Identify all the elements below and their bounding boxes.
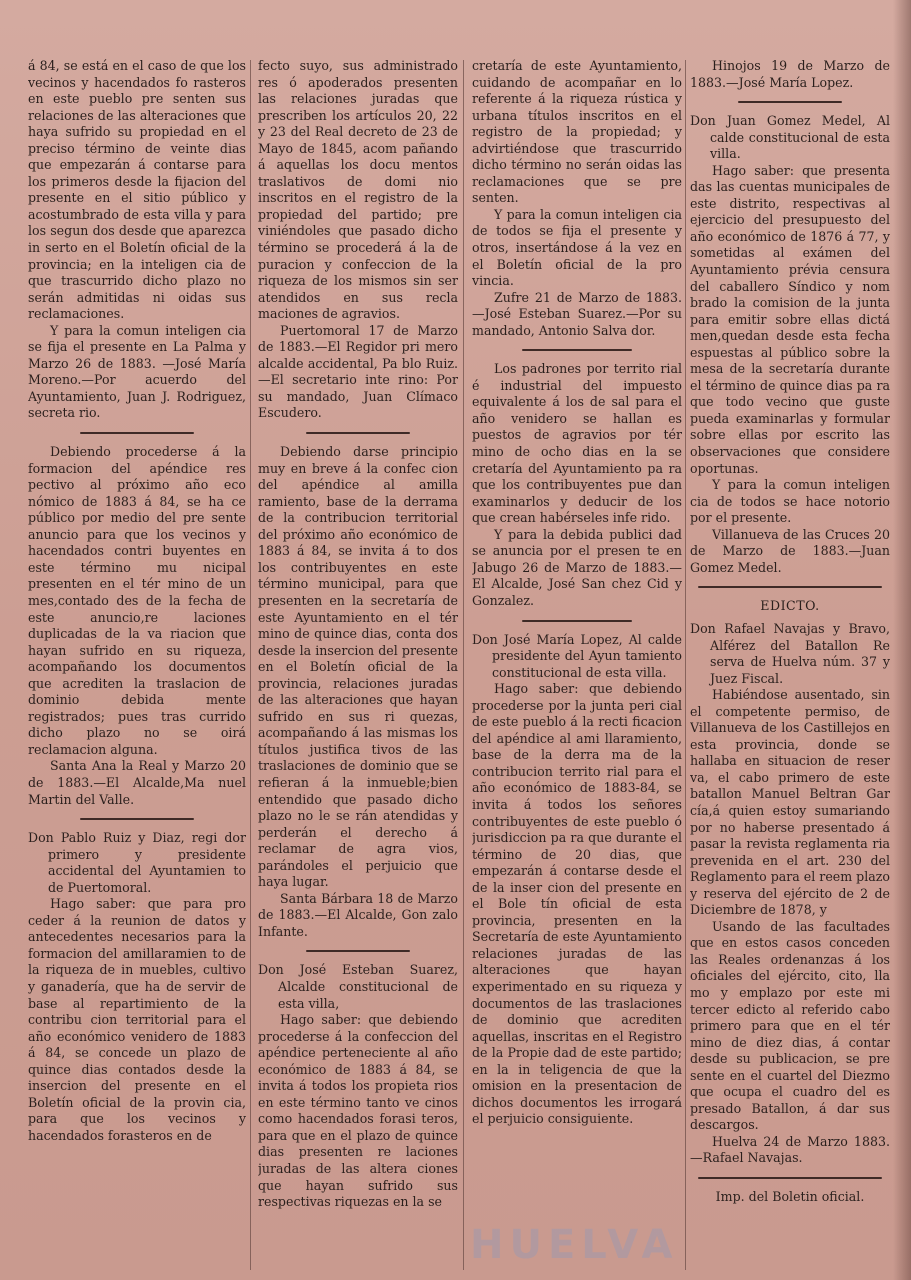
- paragraph: Hago saber: que debiendo procederse por la junta peri cial de este pueblo á la recti ficacion del apéndice al ami llaramiento, base de la derra ma de la contribucion territo rial para el año económico de 1883-84, se invita á todos los señores contribuyentes de este pueblo ó jurisdiccion pa ra que durante el término de 20 dias, que empezarán á contarse desde el de la inser cion del presente en el Bole tín oficial de esta provincia, presenten en la Secretaría de este Ayuntamiento relaciones juradas de las alteraciones que hayan experimentado en su riqueza y documentos de las traslaciones de dominio que acrediten aquellas, inscritas en el Registro de la Propie dad de este partido; en la in teligencia de que la omision en la presentacion de dichos documentos les irrogará el perjuicio consiguiente.: [472, 681, 682, 1127]
- section-rule: [306, 950, 410, 952]
- section-rule: [698, 1177, 882, 1179]
- paragraph: Los padrones por territo rial é industrial del impuesto equivalente á los de sal para el año venidero se hallan es puestos de agravios por tér mino de ocho dias en la se cretaría del Ayuntamiento pa ra que los contribuyentes pue dan examinarlos y deducir de los que crean habérseles infe rido.: [472, 361, 682, 526]
- notice-heading: Don José María Lopez, Al calde presidente del Ayun tamiento constitucional de esta villa.: [472, 631, 682, 680]
- column-2: [258, 58, 458, 1273]
- paragraph: cretaría de este Ayuntamiento, cuidando de acompañar en lo referente á la riqueza rústica y urbana títulos inscritos en el registro de la propiedad; y advirtiéndose que trascurrido dicho término no serán oidas las reclamaciones que se pre senten.: [472, 58, 682, 206]
- section-rule: [522, 620, 631, 622]
- column-divider: [685, 60, 686, 1270]
- signature-paragraph: Puertomoral 17 de Marzo de 1883.—El Regidor pri mero alcalde accidental, Pa blo Ruiz.—El secretario inte rino: Por su mandado, Juan Clímaco Escudero.: [258, 322, 458, 421]
- signature-paragraph: Santa Bárbara 18 de Marzo de 1883.—El Alcalde, Gon zalo Infante.: [258, 890, 458, 939]
- signature-paragraph: Zufre 21 de Marzo de 1883. —José Esteban Suarez.—Por su mandado, Antonio Salva dor.: [472, 289, 682, 338]
- paragraph: Hago saber: que debiendo procederse á la confeccion del apéndice perteneciente al año económico de 1883 á 84, se invita á todos los propieta rios en este término tanto ve cinos como hacendados forasi teros, para que en el plazo de quince dias presenten re laciones juradas de las altera ciones que hayan sufrido sus respectivas riquezas en la se: [258, 1012, 458, 1210]
- section-rule: [80, 432, 193, 434]
- column-divider: [463, 60, 464, 1270]
- paragraph: Debiendo darse principio muy en breve á la confec cion del apéndice al amilla ramiento, base de la derrama de la contribucion territorial del próximo año económico de 1883 á 84, se invita á to dos los contribuyentes en este término municipal, para que presenten en la secretaría de este Ayuntamiento en el tér mino de quince dias, conta dos desde la insercion del presente en el Boletín oficial de la provincia, relaciones juradas de las alteraciones que hayan sufrido en sus ri quezas, acompañando á las mismas los títulos justifica tivos de las traslaciones de dominio que se refieran á la inmueble;bien entendido que pasado dicho plazo no le se rán atendidas y perderán el derecho á reclamar de agra vios, parándoles el perjuicio que haya lugar.: [258, 444, 458, 890]
- watermark-logo: HUELVA: [470, 1222, 679, 1268]
- column-4: [690, 58, 890, 1273]
- edict-heading: EDICTO.: [760, 598, 820, 614]
- section-rule: [698, 586, 882, 588]
- signature-paragraph: Y para la debida publici dad se anuncia por el presen te en Jabugo 26 de Marzo de 1883.—El Alcalde, José San chez Cid y Gonzalez.: [472, 526, 682, 608]
- signature-paragraph: Y para la comun inteligen cia se fija el presente en La Palma y Marzo 26 de 1883. —José María Moreno.—Por acuerdo del Ayuntamiento, Juan J. Rodriguez, secreta rio.: [28, 322, 246, 421]
- section-rule: [80, 818, 193, 820]
- paragraph: Y para la comun inteligen cia de todos se fija el presente y otros, insertándose á la vez en el Boletín oficial de la pro vincia.: [472, 206, 682, 289]
- notice-heading: Don Pablo Ruiz y Diaz, regi dor primero y presidente accidental del Ayuntamien to de Puertomoral.: [28, 830, 246, 895]
- section-rule: [306, 432, 410, 434]
- signature-paragraph: Huelva 24 de Marzo 1883. —Rafael Navajas.: [690, 1133, 890, 1166]
- signature-paragraph: Villanueva de las Cruces 20 de Marzo de 1883.—Juan Gomez Medel.: [690, 526, 890, 575]
- section-rule: [738, 101, 842, 103]
- notice-heading: Don Rafael Navajas y Bravo, Alférez del Batallon Re serva de Huelva núm. 37 y Juez Fiscal.: [690, 620, 890, 686]
- paragraph: Hago saber: que presenta das las cuentas municipales de este distrito, respectivas al ejercicio del presupuesto del año económico de 1876 á 77, y sometidas al exámen del Ayuntamiento prévia censura del caballero Síndico y nom brado la comision de la junta para emitir sobre ellas dictá men,quedan desde esta fecha espuestas al público sobre la mesa de la secretaría durante el término de quince dias pa ra que todo vecino que guste pueda examinarlas y formular sobre ellas por escrito las observaciones que considere oportunas.: [690, 162, 890, 476]
- signature-paragraph: Santa Ana la Real y Marzo 20 de 1883.—El Alcalde,Ma nuel Martin del Valle.: [28, 758, 246, 807]
- printer-imprint: Imp. del Boletin oficial.: [715, 1189, 865, 1204]
- paragraph: Habiéndose ausentado, sin el competente permiso, de Villanueva de los Castillejos en esta provincia, donde se hallaba en situacion de reser va, el cabo primero de este batallon Manuel Beltran Gar cía,á quien estoy sumariando por no haberse presentado á pasar la revista reglamenta ria prevenida en el art. 230 del Reglamento para el reem plazo y reserva del ejército de 2 de Diciembre de 1878, y: [690, 687, 890, 918]
- paragraph: fecto suyo, sus administrado res ó apoderados presenten las relaciones juradas que prescriben los artículos 20, 22 y 23 del Real decreto de 23 de Mayo de 1845, acom pañando á aquellas los docu mentos traslativos de domi nio inscritos en el registro de la propiedad del partido; pre viniéndoles que pasado dicho término se procederá á la de puracion y confeccion de la riqueza de los mismos sin ser atendidos en sus recla maciones de agravios.: [258, 58, 458, 322]
- notice-heading: Don José Esteban Suarez, Alcalde constitucional de esta villa,: [258, 962, 458, 1011]
- paragraph: Y para la comun inteligen cia de todos se hace notorio por el presente.: [690, 477, 890, 526]
- column-divider: [250, 60, 251, 1270]
- section-rule: [522, 349, 631, 351]
- paragraph: Usando de las facultades que en estos casos conceden las Reales ordenanzas á los oficiales del ejército, cito, lla mo y emplazo por este mi tercer edicto al referido cabo primero para que en el tér mino de diez dias, á contar desde su publicacion, se pre sente en el cuartel del Diezmo que ocupa el cuadro del es presado Batallon, á dar sus descargos.: [690, 918, 890, 1133]
- notice-heading: Don Juan Gomez Medel, Al calde constitucional de esta villa.: [690, 113, 890, 162]
- paragraph: Debiendo procederse á la formacion del apéndice res pectivo al próximo año eco nómico de 1883 á 84, se ha ce público por medio del pre sente anuncio para que los vecinos y hacendados contri buyentes en este término mu nicipal presenten en el tér mino de un mes,contado des de la fecha de este anuncio,re laciones duplicadas de la va riacion que hayan sufrido en su riqueza, acompañando los documentos que acrediten la traslacion de dominio debida mente registrados; pues tras currido dicho plazo no se oirá reclamacion alguna.: [28, 444, 246, 757]
- column-3: [472, 58, 682, 1273]
- paragraph: Hago saber: que para pro ceder á la reunion de datos y antecedentes necesarios para la formacion del amillaramien to de la riqueza de in muebles, cultivo y ganadería, que ha de servir de base al repartimiento de la contribu cion territorial para el año económico venidero de 1883 á 84, se concede un plazo de quince dias contados desde la insercion del presente en el Boletín oficial de la provin cia, para que los vecinos y hacendados forasteros en de: [28, 896, 246, 1143]
- paragraph: á 84, se está en el caso de que los vecinos y hacendados fo rasteros en este pueblo pre senten sus relaciones de las alteraciones que haya sufrido su propiedad en el preciso término de veinte dias que empezarán á contarse para los primeros desde la fijacion del presente en el sitio público y acostumbrado de esta villa y para los segun dos desde que aparezca in serto en el Boletín oficial de la provincia; en la inteligen cia de que trascurrido dicho plazo no serán admitidas ni oidas sus reclamaciones.: [28, 58, 246, 322]
- column-1: [28, 58, 246, 1273]
- page-edge-shadow: [893, 0, 911, 1280]
- signature-paragraph: Hinojos 19 de Marzo de 1883.—José María Lopez.: [690, 58, 890, 90]
